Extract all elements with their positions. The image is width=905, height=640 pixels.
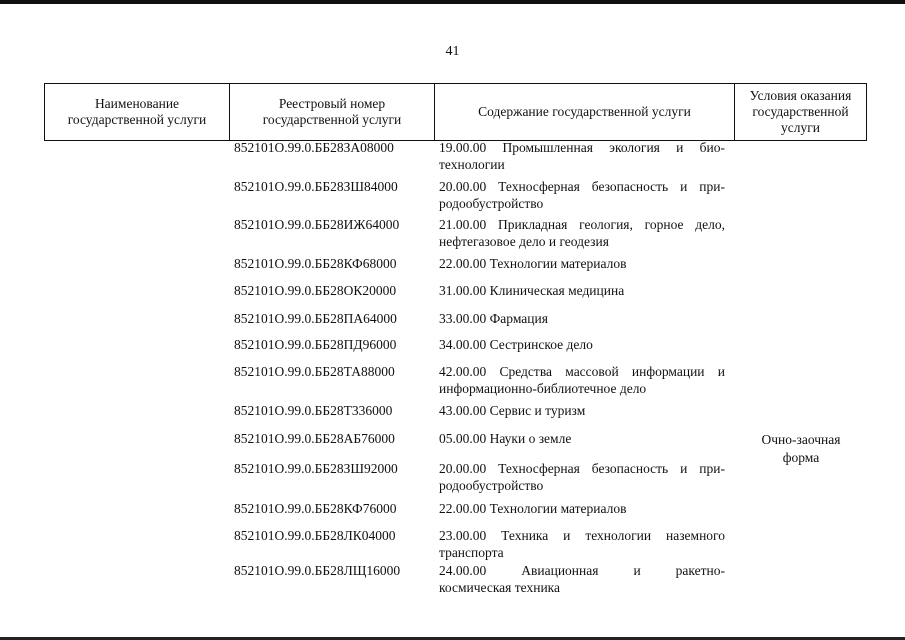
registry-number: 852101О.99.0.ББ28ЗШ92000 [234,461,398,476]
content-line: 43.00.00 Сервис и туризм [439,403,586,418]
content-line: 20.00.00 Техносферная безопасность и при- [439,179,725,194]
service-content [439,216,725,250]
service-content [439,139,725,173]
registry-number: 852101О.99.0.ББ28ОК20000 [234,283,397,298]
content-line: 34.00.00 Сестринское дело [439,337,593,352]
content-line: родообустройство [439,196,544,211]
content-line: 05.00.00 Науки о земле [439,431,572,446]
registry-number: 852101О.99.0.ББ28КФ76000 [234,501,397,516]
content-line: 33.00.00 Фармация [439,311,548,326]
service-content [439,500,725,517]
service-content [439,402,725,419]
content-line: нефтегазовое дело и геодезия [439,234,609,249]
service-content [439,460,725,494]
service-content [439,527,725,561]
registry-number: 852101О.99.0.ББ28ПА64000 [234,311,397,326]
registry-number: 852101О.99.0.ББ28КФ68000 [234,256,397,271]
header-service-content: Содержание государственной услуги [435,84,735,141]
header-row [45,84,867,141]
header-service-name: Наименование государственной услуги [45,84,230,141]
service-content [439,363,725,397]
service-content [439,178,725,212]
form-condition-line2: форма [782,450,820,465]
registry-number: 852101О.99.0.ББ28АБ76000 [234,431,395,446]
registry-number: 852101О.99.0.ББ28ПД96000 [234,337,397,352]
content-line: 23.00.00 Техника и технологии наземного [439,528,725,543]
content-line: 20.00.00 Техносферная безопасность и при- [439,461,725,476]
content-line: технологии [439,157,505,172]
service-content [439,562,725,596]
header-registry-number: Реестровый номер государственной услуги [230,84,435,141]
page-number: 41 [445,44,460,59]
content-line: родообустройство [439,478,544,493]
registry-number: 852101О.99.0.ББ28ЛК04000 [234,528,396,543]
form-condition [740,431,862,467]
registry-number: 852101О.99.0.ББ28ИЖ64000 [234,217,400,232]
content-line: 22.00.00 Технологии материалов [439,501,627,516]
registry-number: 852101О.99.0.ББ28ТА88000 [234,364,395,379]
header-conditions: Условия оказания государственной услуги [735,84,867,141]
top-border [0,0,905,4]
service-content [439,310,725,327]
service-content [439,430,725,447]
form-condition-line1: Очно-заочная [761,432,841,447]
registry-number: 852101О.99.0.ББ28ЛЩ16000 [234,563,401,578]
registry-number: 852101О.99.0.ББ28Т336000 [234,403,393,418]
content-line: 31.00.00 Клиническая медицина [439,283,625,298]
service-content [439,336,725,353]
registry-number: 852101О.99.0.ББ28ЗА08000 [234,140,394,155]
content-line: 42.00.00 Средства массовой информации и [439,364,725,379]
content-line: космическая техника [439,580,561,595]
content-line: информационно-библиотечное дело [439,381,647,396]
content-line: 19.00.00 Промышленная экология и био- [439,140,725,155]
content-line: 22.00.00 Технологии материалов [439,256,627,271]
content-line: 24.00.00 Авиационная и ракетно- [439,563,725,578]
content-line: 21.00.00 Прикладная геология, горное дело, [439,217,725,232]
service-content [439,255,725,272]
service-content [439,282,725,299]
registry-number: 852101О.99.0.ББ28ЗШ84000 [234,179,398,194]
table-header [44,83,867,141]
content-line: транспорта [439,545,504,560]
